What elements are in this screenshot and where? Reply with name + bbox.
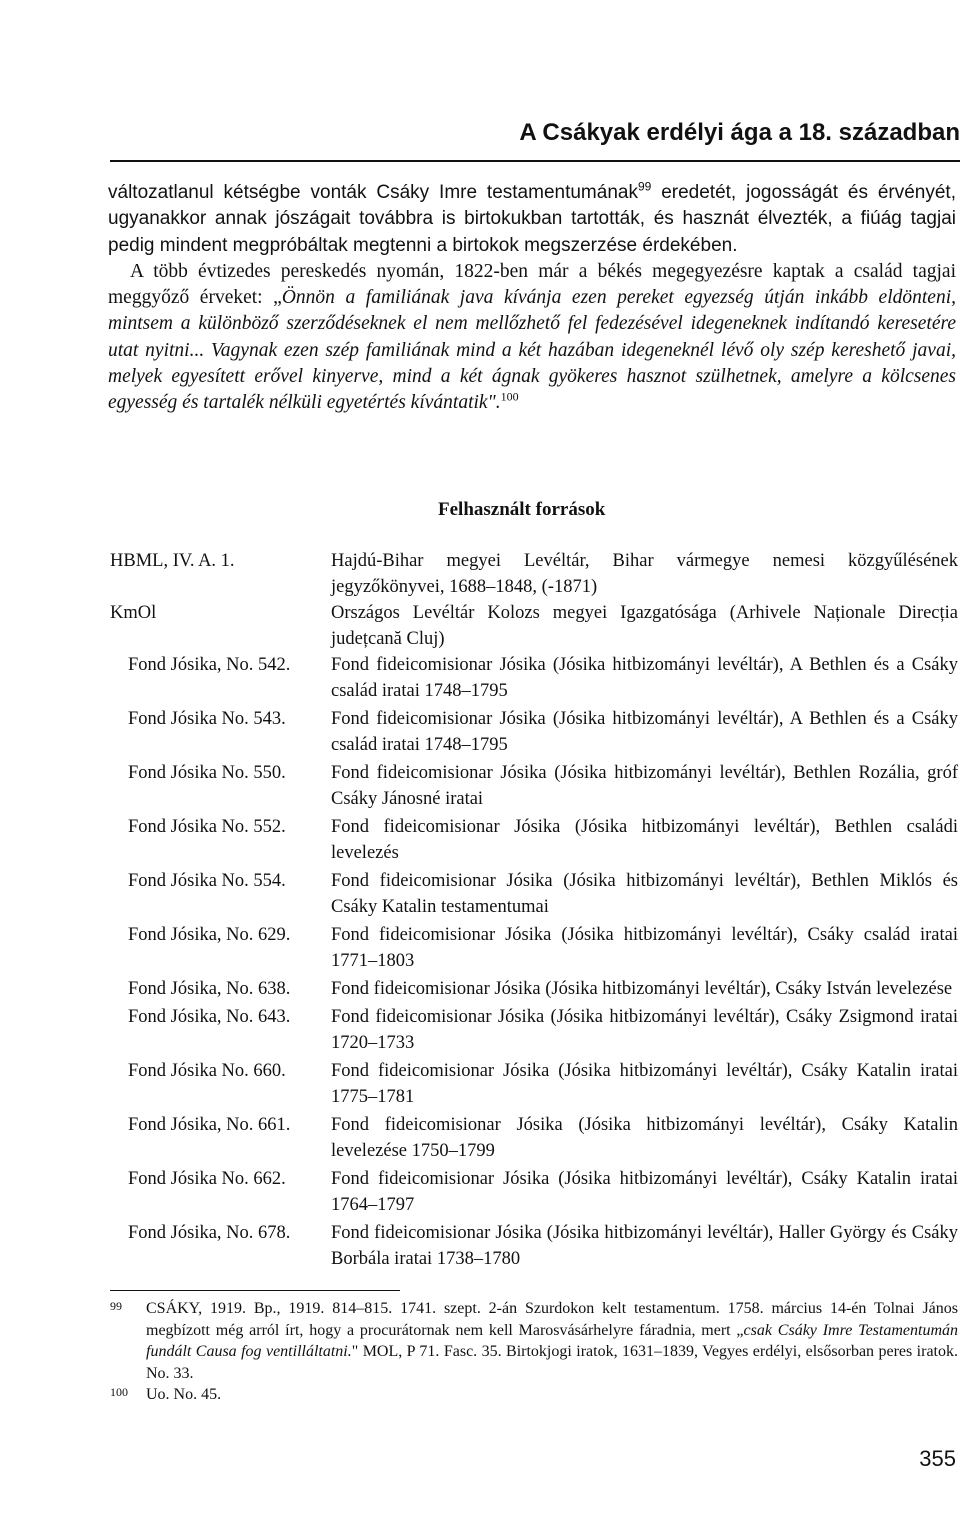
source-key: Fond Jósika, No. 678. [128, 1223, 291, 1243]
source-row [110, 1004, 958, 1056]
source-row [110, 976, 958, 1002]
body-text [108, 180, 956, 417]
footnote-number: 99 [110, 1299, 122, 1313]
source-row [110, 706, 958, 758]
source-row [110, 814, 958, 866]
source-key: Fond Jósika No. 554. [128, 871, 286, 891]
source-description: Országos Levéltár Kolozs megyei Igazgatósága (Arhivele Naționale Direcția județcană Cluj) [331, 603, 958, 649]
source-description: Fond fideicomisionar Jósika (Jósika hitbizományi levéltár), Csáky Katalin iratai 1775–1781 [331, 1061, 958, 1107]
source-key: Fond Jósika, No. 629. [128, 925, 291, 945]
paragraph-2-text: A több évtizedes pereskedés nyomán, 1822-ben már a békés megegyezésre kaptak a család tagjai meggyőző érveket: „ [108, 260, 956, 309]
footnote-text: Uo. No. 45. [146, 1386, 222, 1403]
source-description: Fond fideicomisionar Jósika (Jósika hitbizományi levéltár), Csáky Katalin iratai 1764–1797 [331, 1169, 958, 1215]
footnote-divider [110, 1290, 400, 1291]
source-description: Fond fideicomisionar Jósika (Jósika hitbizományi levéltár), Csáky Katalin levelezése 1750–1799 [331, 1115, 958, 1161]
source-key: Fond Jósika, No. 661. [128, 1115, 291, 1135]
footnote-ref-100[interactable]: 100 [500, 389, 519, 404]
paragraph-2 [108, 259, 956, 417]
source-key: Fond Jósika No. 660. [128, 1061, 286, 1081]
source-description: Fond fideicomisionar Jósika (Jósika hitbizományi levéltár), Csáky István levelezése [331, 979, 953, 999]
source-key: Fond Jósika No. 543. [128, 709, 286, 729]
paragraph-1-text-b: eredetét, jogosságát és érvényét, ugyanakkor annak jószágait továbbra is birtokukban tartották, és hasznát élvezték, a fiúág tagjai pedig mindent megpróbáltak megtenni a birtokok megszerzése érdekében. [108, 182, 956, 256]
source-row [110, 760, 958, 812]
source-row [110, 1220, 958, 1272]
source-key: HBML, IV. A. 1. [110, 551, 235, 571]
footnote-99-quote: csak Csáky Imre Testamentumán fundált Causa fog ventilláltatni. [146, 1321, 958, 1360]
source-description: Hajdú-Bihar megyei Levéltár, Bihar vármegye nemesi közgyűlésének jegyzőkönyvei, 1688–1848, (-1871) [331, 551, 958, 597]
source-key: Fond Jósika, No. 542. [128, 655, 291, 675]
running-header-title: A Csákyak erdélyi ága a 18. században [519, 119, 960, 146]
paragraph-1 [108, 180, 956, 259]
source-key: Fond Jósika No. 552. [128, 817, 286, 837]
source-description: Fond fideicomisionar Jósika (Jósika hitbizományi levéltár), Csáky család iratai 1771–1803 [331, 925, 958, 971]
source-row [110, 868, 958, 920]
footnote-99 [110, 1298, 958, 1384]
source-description: Fond fideicomisionar Jósika (Jósika hitbizományi levéltár), A Bethlen és a Csáky család iratai 1748–1795 [331, 655, 958, 701]
source-description: Fond fideicomisionar Jósika (Jósika hitbizományi levéltár), Bethlen családi levelezés [331, 817, 958, 863]
source-row [110, 1058, 958, 1110]
footnote-100 [110, 1384, 958, 1406]
source-description: Fond fideicomisionar Jósika (Jósika hitbizományi levéltár), A Bethlen és a Csáky család iratai 1748–1795 [331, 709, 958, 755]
source-description: Fond fideicomisionar Jósika (Jósika hitbizományi levéltár), Haller György és Csáky Borbála iratai 1738–1780 [331, 1223, 958, 1269]
source-description: Fond fideicomisionar Jósika (Jósika hitbizományi levéltár), Csáky Zsigmond iratai 1720–1733 [331, 1007, 958, 1053]
source-row [110, 922, 958, 974]
footnote-number: 100 [110, 1385, 128, 1399]
sources-heading: Felhasznált források [438, 499, 606, 520]
footnote-ref-99[interactable]: 99 [637, 179, 652, 194]
source-description: Fond fideicomisionar Jósika (Jósika hitbizományi levéltár), Bethlen Rozália, gróf Csáky Jánosné iratai [331, 763, 958, 809]
source-row [110, 600, 958, 652]
footnote-99-text-b: " MOL, P 71. Fasc. 35. Birtokjogi iratok, 1631–1839, Vegyes erdélyi, elsősorban peres iratok. No. 33. [146, 1343, 958, 1382]
paragraph-2-quote: Önnön a familiának java kívánja ezen pereket egyezség útján inkább eldönteni, mintsem a különböző szerződéseknek el nem mellőzhető fel fedezésével idegeneknek indítandó keresetére utat nyitni... Vagynak ezen szép familiának mind a két hazában idegeneknél lévő oly szép kereshető javai, melyek egyesített erővel kinyerve, mind a két ágnak gyökeres hasznot szülhetnek, amelyre a kölcsenes egyesség és tartalék nélküli egyetértés kívántatik". [108, 287, 956, 414]
running-header [110, 118, 960, 162]
page-number: 355 [919, 1446, 956, 1471]
footnote-99-text-a: CSÁKY, 1919. Bp., 1919. 814–815. 1741. szept. 2-án Szurdokon kelt testamentum. 1758. március 14-én Tolnai János megbízott még arról írt, hogy a procurátornak nem kell Marosvásárhelyre fáradnia, mert „ [146, 1300, 958, 1339]
footnote-text [146, 1298, 958, 1384]
footnotes [110, 1298, 958, 1406]
source-row [110, 1166, 958, 1218]
source-row [110, 1112, 958, 1164]
source-row [110, 548, 958, 600]
source-key: Fond Jósika, No. 638. [128, 979, 291, 999]
source-key: Fond Jósika No. 662. [128, 1169, 286, 1189]
source-key: Fond Jósika, No. 643. [128, 1007, 291, 1027]
sources-list [110, 548, 958, 1272]
source-key: KmOl [110, 603, 157, 623]
source-key: Fond Jósika No. 550. [128, 763, 286, 783]
source-description: Fond fideicomisionar Jósika (Jósika hitbizományi levéltár), Bethlen Miklós és Csáky Katalin testamentumai [331, 871, 958, 917]
paragraph-1-text-a: változatlanul kétségbe vonták Csáky Imre testamentumának [108, 182, 638, 203]
source-row [110, 652, 958, 704]
